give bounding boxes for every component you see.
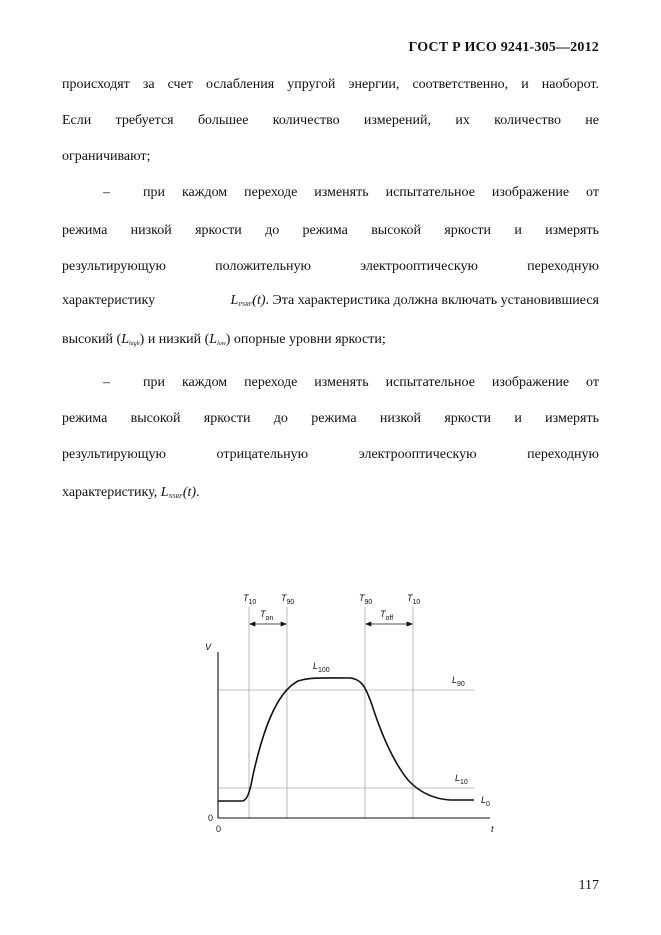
label-l10: $L_{10}$ bbox=[455, 773, 468, 786]
level-guides bbox=[218, 690, 474, 788]
paragraph-line: ограничивают; bbox=[62, 149, 151, 164]
paragraph-line: Если требуется большее количество измерений, их количество не bbox=[62, 113, 599, 128]
paragraph-line: характеристику, $L_{NSRF}(t)$. bbox=[62, 485, 200, 500]
arrowhead bbox=[250, 622, 255, 626]
label-l0: $L_0$ bbox=[481, 795, 490, 808]
formula-lpsrf: $L_{PSRF}(t)$. Эта характеристика должна включать установившиеся bbox=[230, 293, 599, 308]
label-t-off: $T_{off}$ bbox=[380, 609, 394, 622]
label-t10-on: $T_{10}$ bbox=[243, 593, 257, 606]
label-t-axis: t bbox=[491, 824, 494, 834]
paragraph-line: высокий $(L_{high})$ и низкий $(L_{low})$ опорные уровни яркости; bbox=[62, 332, 386, 347]
label-y-zero: 0 bbox=[208, 813, 214, 823]
arrowhead bbox=[366, 622, 371, 626]
bullet-text: при каждом переходе изменять испытательное изображение от bbox=[143, 375, 599, 390]
label-t-on: $T_{on}$ bbox=[260, 609, 274, 622]
formula-lnsrf: L bbox=[160, 485, 169, 500]
label-x-zero: 0 bbox=[216, 824, 222, 834]
label-v-axis: V bbox=[205, 642, 212, 652]
formula-lhigh: L bbox=[121, 332, 129, 347]
bullet-text: при каждом переходе изменять испытательное изображение от bbox=[143, 185, 599, 200]
paragraph-line: результирующую отрицательную электрооптическую переходную bbox=[62, 447, 599, 462]
document-header: ГОСТ Р ИСО 9241-305—2012 bbox=[408, 40, 599, 55]
paragraph-line: результирующую положительную электрооптическую переходную bbox=[62, 259, 599, 274]
text-fragment: характеристику bbox=[62, 293, 156, 308]
axes bbox=[218, 652, 490, 818]
formula-llow: L bbox=[209, 332, 218, 347]
vertical-guides bbox=[249, 607, 413, 818]
bullet-dash: – bbox=[103, 185, 110, 200]
label-t90-off: $T_{90}$ bbox=[359, 593, 373, 606]
arrowhead bbox=[407, 622, 412, 626]
luminance-curve bbox=[218, 678, 474, 801]
label-t90-on: $T_{90}$ bbox=[281, 593, 295, 606]
paragraph-line: происходят за счет ослабления упругой энергии, соответственно, и наоборот. bbox=[62, 77, 599, 92]
dimension-arrows bbox=[250, 622, 412, 626]
label-t10-off: $T_{10}$ bbox=[407, 593, 421, 606]
page-number: 117 bbox=[578, 878, 599, 893]
paragraph-line: режима высокой яркости до режима низкой яркости и измерять bbox=[62, 411, 599, 426]
label-l90: $L_{90}$ bbox=[452, 675, 465, 688]
bullet-dash: – bbox=[103, 375, 110, 390]
paragraph-line: режима низкой яркости до режима высокой яркости и измерять bbox=[62, 223, 599, 238]
label-l100: $L_{100}$ bbox=[313, 661, 330, 674]
arrowhead bbox=[281, 622, 286, 626]
